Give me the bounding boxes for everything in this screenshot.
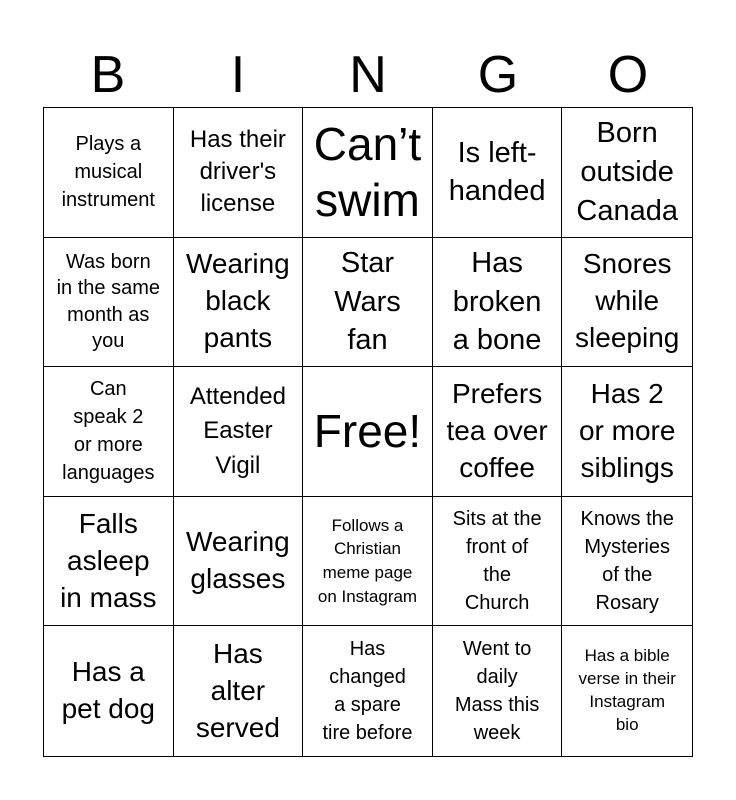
cell-text: Snores while sleeping (575, 248, 680, 354)
cell-text: Born outside Canada (576, 117, 678, 227)
bingo-cell[interactable] (44, 108, 174, 238)
bingo-cell[interactable] (174, 238, 304, 368)
bingo-cell[interactable] (174, 626, 304, 756)
cell-text: Was born in the same month as you (56, 250, 160, 353)
cell-text: Can speak 2 or more languages (62, 378, 155, 485)
cell-text: Can’t swim (313, 118, 422, 227)
bingo-cell[interactable] (174, 108, 304, 238)
cell-text: Went to daily Mass this week (454, 638, 540, 745)
bingo-cell[interactable] (303, 497, 433, 627)
bingo-cell[interactable] (303, 238, 433, 368)
bingo-cell free-space[interactable] (303, 367, 433, 497)
cell-text: Falls asleep in mass (60, 507, 157, 613)
bingo-cell[interactable] (562, 108, 692, 238)
cell-text: Has changed a spare tire before (322, 638, 413, 745)
cell-text: Star Wars fan (334, 247, 401, 357)
cell-text: Has 2 or more siblings (578, 378, 676, 483)
free-space-text: Free! (313, 405, 422, 458)
bingo-cell[interactable] (44, 367, 174, 497)
bingo-cell[interactable] (562, 238, 692, 368)
bingo-cell[interactable] (433, 238, 563, 368)
bingo-cell[interactable] (303, 626, 433, 756)
cell-text: Has a bible verse in their Instagram bio (578, 646, 676, 735)
bingo-cell[interactable] (433, 367, 563, 497)
cell-text: Plays a musical instrument (61, 133, 155, 212)
bingo-cell[interactable] (44, 626, 174, 756)
header-letter-b: B (90, 46, 126, 104)
bingo-cell[interactable] (433, 497, 563, 627)
cell-text: Knows the Mysteries of the Rosary (580, 508, 674, 615)
bingo-cell[interactable] (303, 108, 433, 238)
bingo-cell[interactable] (562, 367, 692, 497)
cell-text: Has a pet dog (61, 656, 155, 725)
cell-text: Wearing black pants (186, 248, 290, 354)
bingo-cell[interactable] (433, 626, 563, 756)
header-letter-n: N (349, 46, 387, 104)
cell-text: Has broken a bone (452, 247, 542, 357)
cell-text: Has alter served (195, 637, 280, 743)
cell-text: Is left- handed (448, 136, 546, 208)
bingo-header (43, 42, 693, 108)
cell-text: Wearing glasses (186, 526, 290, 595)
bingo-cell[interactable] (562, 626, 692, 756)
header-letter-o: O (607, 46, 649, 104)
bingo-cell[interactable] (174, 367, 304, 497)
cell-text: Sits at the front of the Church (452, 508, 542, 615)
header-letter-i: I (230, 46, 246, 104)
cell-text: Follows a Christian meme page on Instagram (317, 515, 418, 606)
bingo-board (43, 107, 693, 757)
bingo-cell[interactable] (433, 108, 563, 238)
cell-text: Prefers tea over coffee (446, 378, 548, 483)
bingo-cell[interactable] (562, 497, 692, 627)
cell-text: Attended Easter Vigil (189, 383, 286, 479)
bingo-cell[interactable] (44, 238, 174, 368)
header-letter-g: G (477, 46, 519, 104)
bingo-cell[interactable] (174, 497, 304, 627)
cell-text: Has their driver's license (189, 125, 286, 218)
bingo-cell[interactable] (44, 497, 174, 627)
